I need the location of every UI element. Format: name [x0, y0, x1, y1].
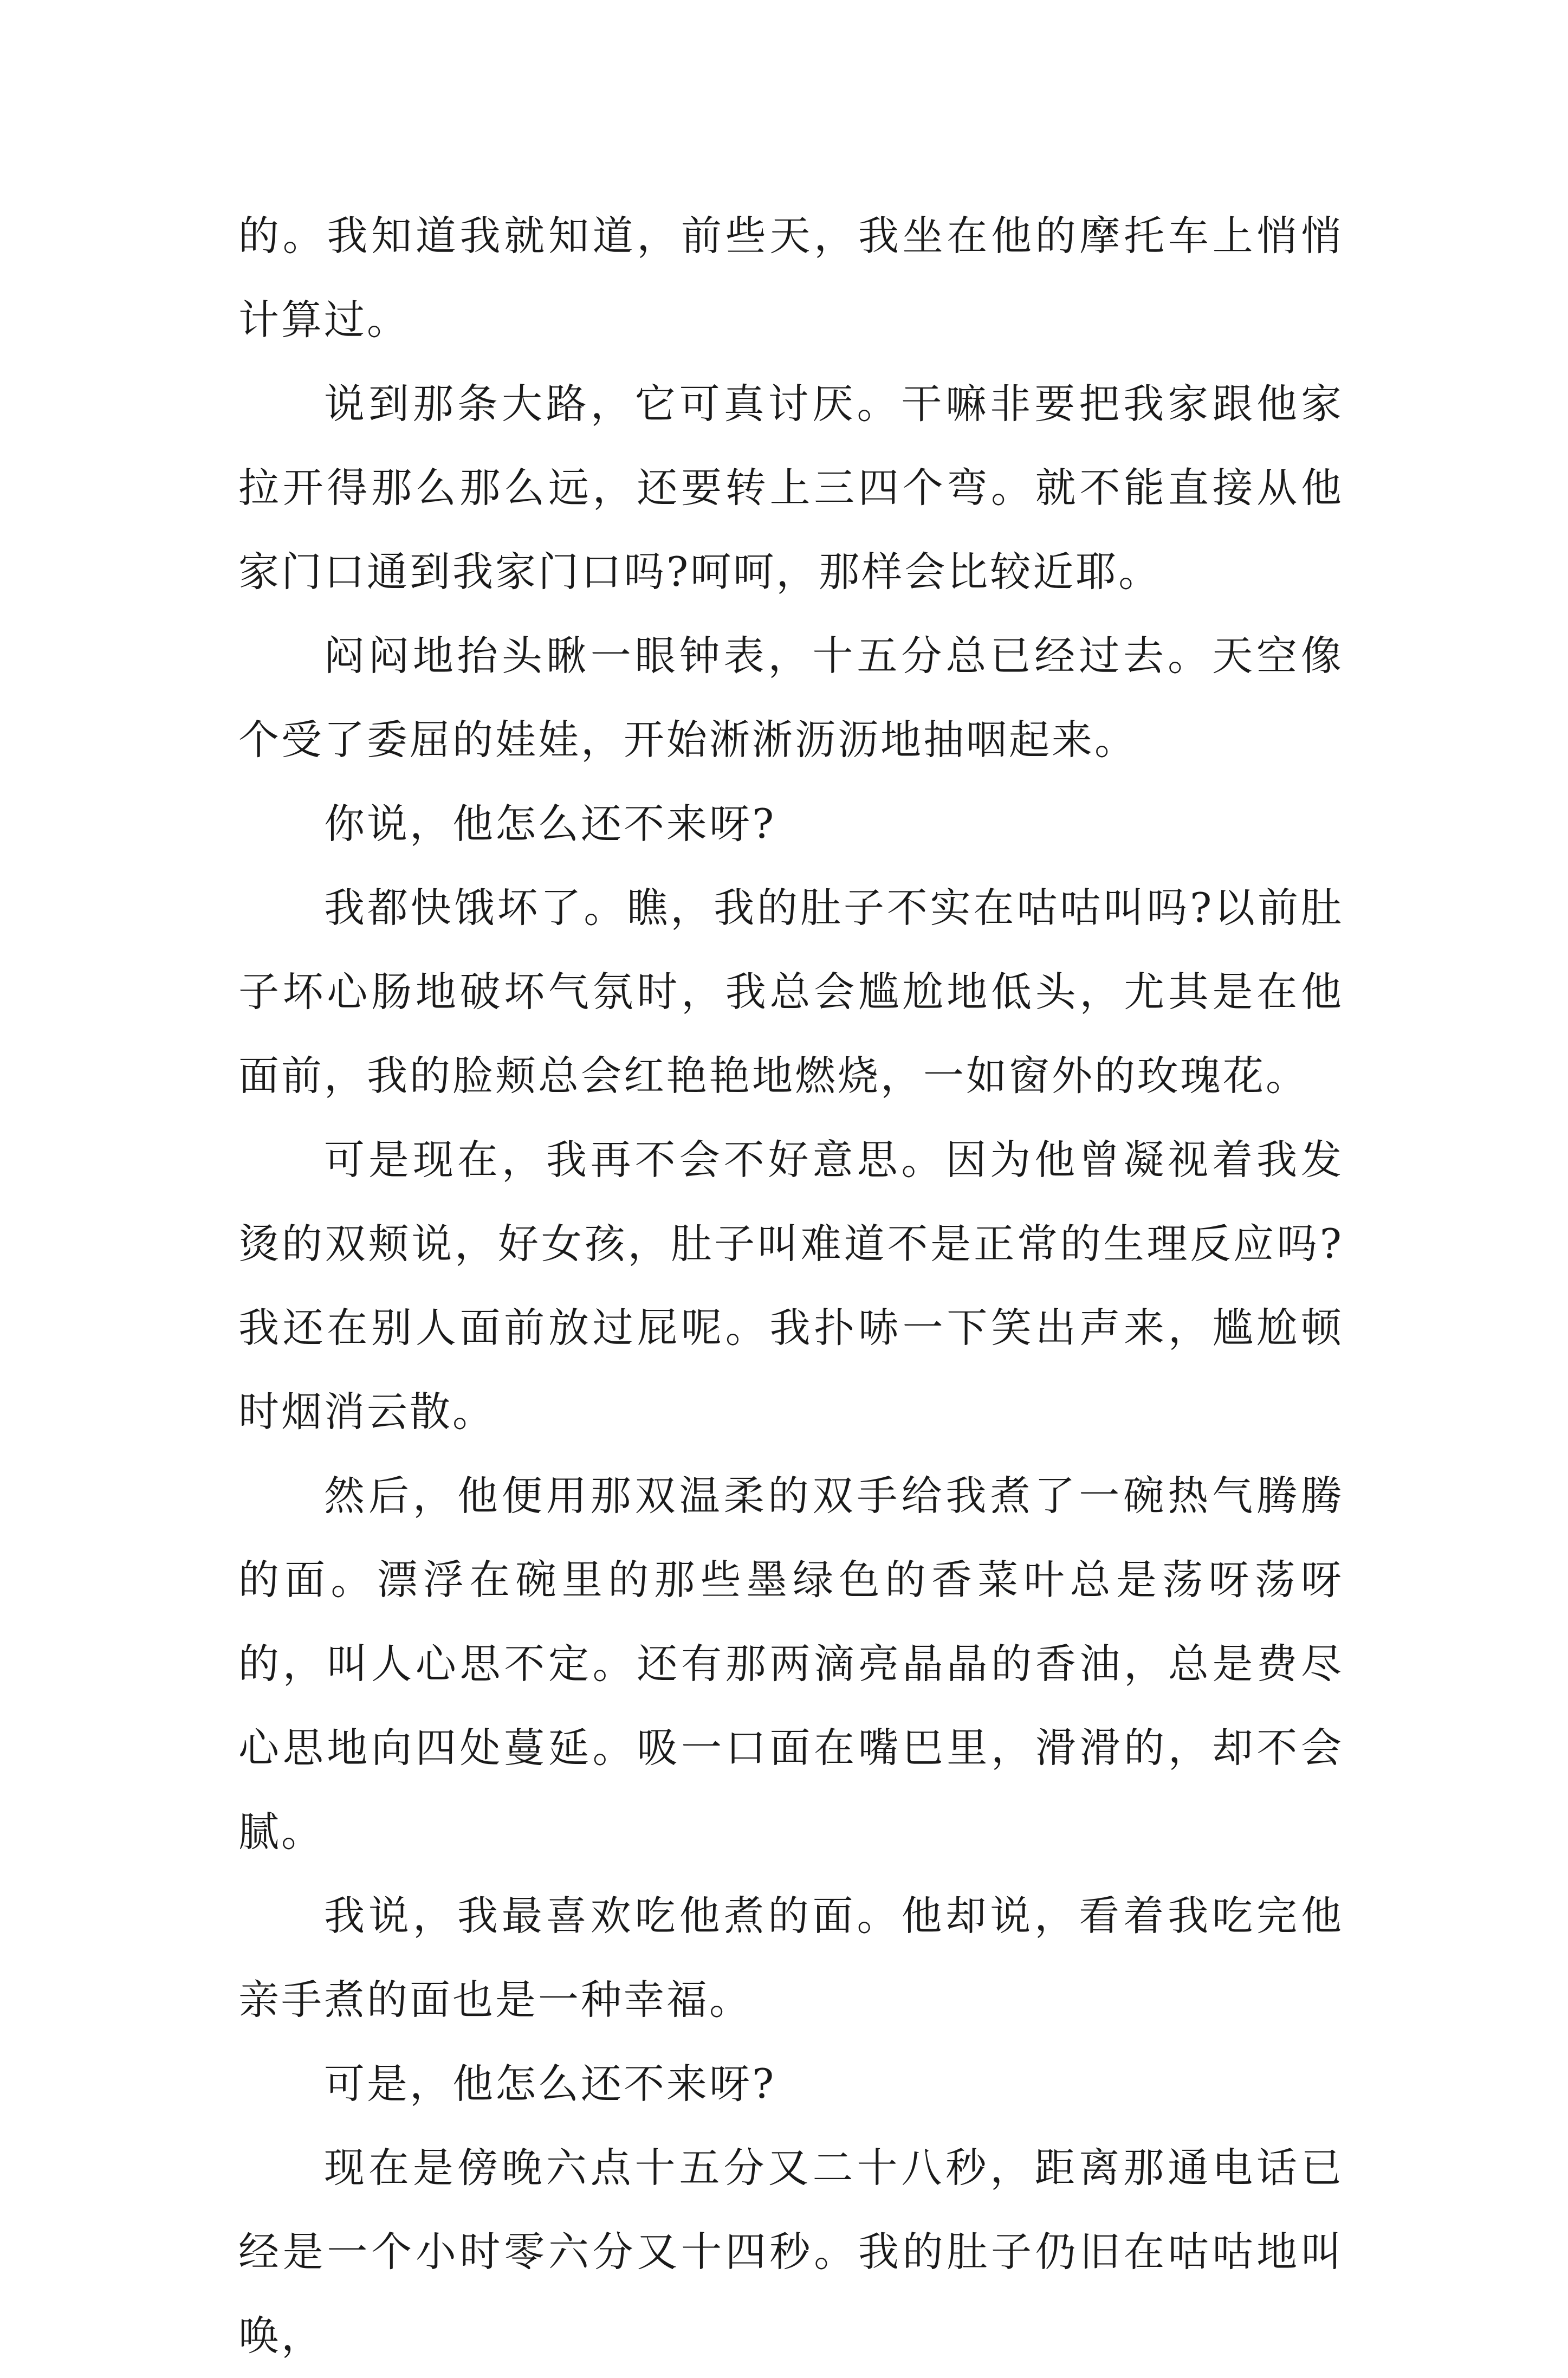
document-body: [238, 194, 1344, 2378]
paragraph: 可是，他怎么还不来呀?: [324, 2060, 776, 2108]
paragraph: 闷闷地抬头瞅一眼钟表，十五分总已经过去。天空像个受了委屈的娃娃，开始淅淅沥沥地抽咽起来。: [238, 632, 1344, 764]
paragraph: 可是现在，我再不会不好意思。因为他曾凝视着我发烫的双颊说，好女孩，肚子叫难道不是正常的生理反应吗?我还在别人面前放过屁呢。我扑哧一下笑出声来，尴尬顿时烟消云散。: [238, 1136, 1344, 1436]
paragraph: 然后，他便用那双温柔的双手给我煮了一碗热气腾腾的面。漂浮在碗里的那些墨绿色的香菜叶总是荡呀荡呀的，叫人心思不定。还有那两滴亮晶晶的香油，总是费尽心思地向四处蔓延。吸一口面在嘴巴里，滑滑的，却不会腻。: [238, 1472, 1344, 1856]
paragraph: 我都快饿坏了。瞧，我的肚子不实在咕咕叫吗?以前肚子坏心肠地破坏气氛时，我总会尴尬地低头，尤其是在他面前，我的脸颊总会红艳艳地燃烧，一如窗外的玫瑰花。: [238, 884, 1344, 1100]
paragraph: 你说，他怎么还不来呀?: [324, 800, 776, 848]
paragraph: 的。我知道我就知道，前些天，我坐在他的摩托车上悄悄计算过。: [238, 212, 1344, 344]
paragraph: 我说，我最喜欢吃他煮的面。他却说，看着我吃完他亲手煮的面也是一种幸福。: [238, 1892, 1344, 2024]
paragraph: 现在是傍晚六点十五分又二十八秒，距离那通电话已经是一个小时零六分又十四秒。我的肚子仍旧在咕咕地叫唤，: [238, 2144, 1344, 2360]
paragraph: 说到那条大路，它可真讨厌。干嘛非要把我家跟他家拉开得那么那么远，还要转上三四个弯。就不能直接从他家门口通到我家门口吗?呵呵，那样会比较近耶。: [238, 380, 1344, 596]
